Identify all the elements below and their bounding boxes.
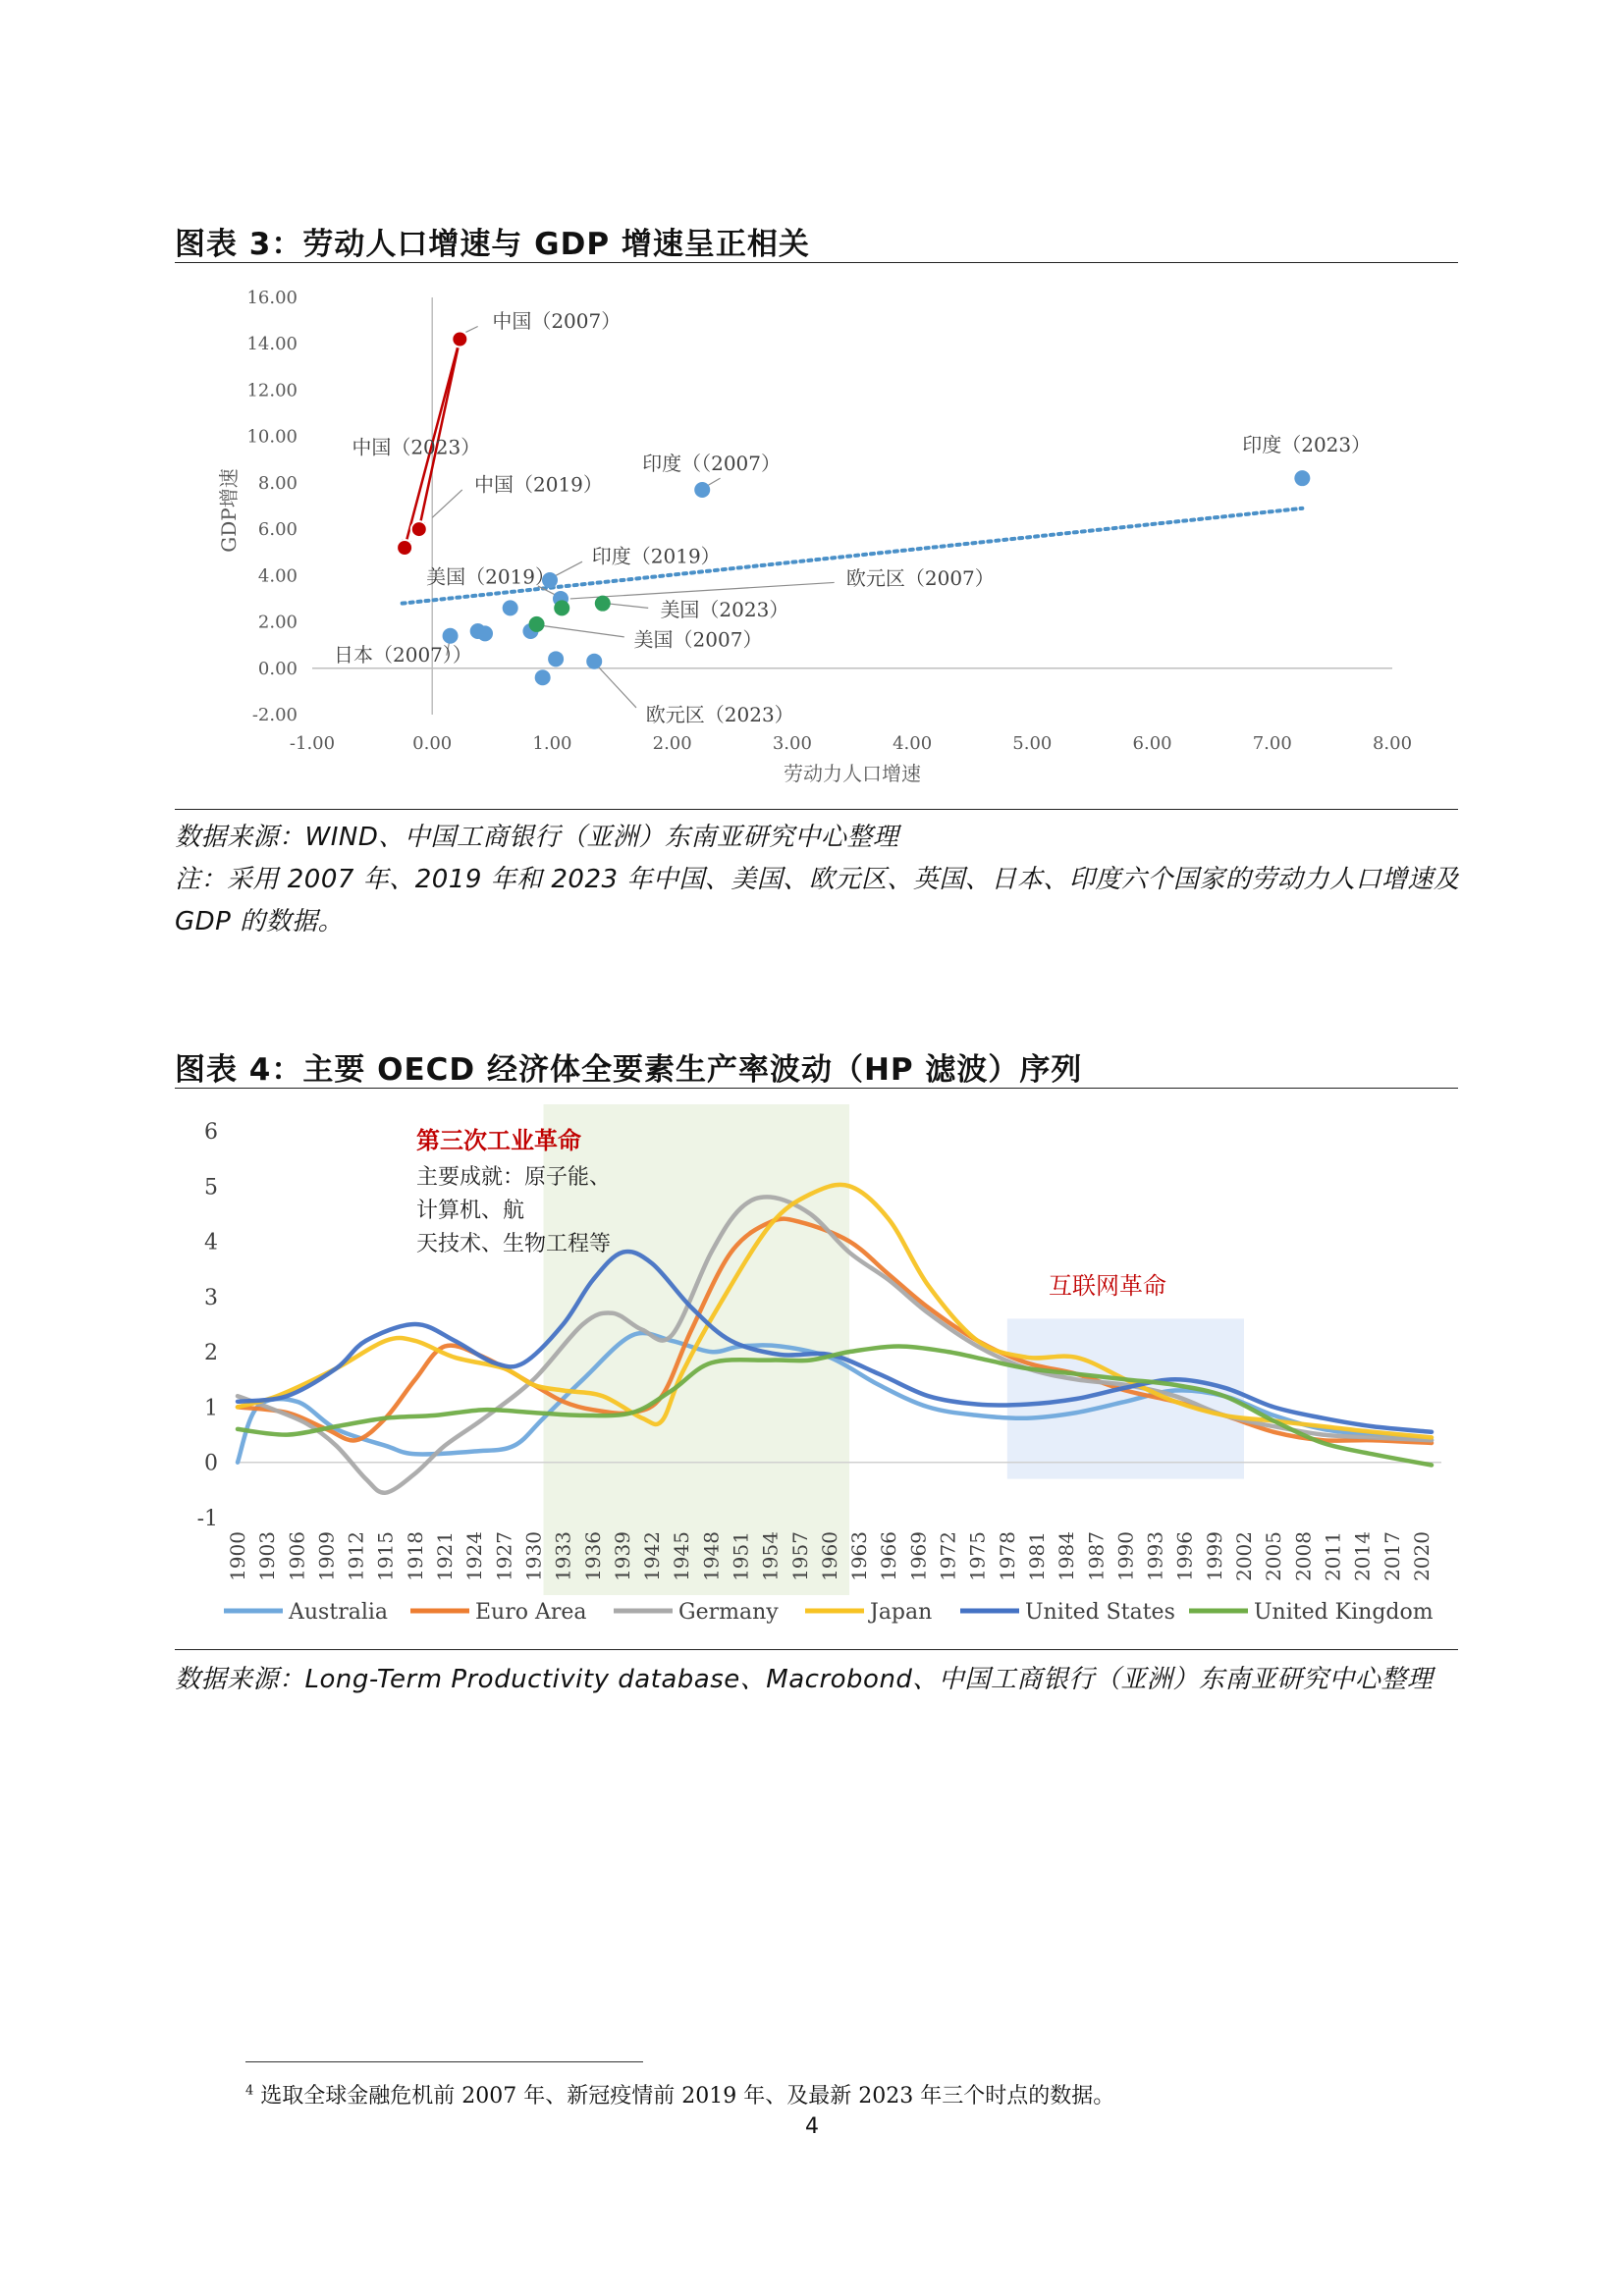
point-label: 日本（2007））: [334, 642, 472, 667]
x-tick-label: 2008: [1291, 1531, 1316, 1581]
point-label: 中国（2007）: [492, 308, 622, 333]
scatter-chart: [0, 275, 1624, 825]
x-tick-label: 1972: [936, 1531, 960, 1581]
legend-label: Euro Area: [475, 1600, 587, 1625]
data-point: [529, 616, 545, 632]
x-tick-label: 1936: [580, 1531, 605, 1581]
y-tick-label: 12.00: [246, 380, 298, 401]
x-tick-label: 5.00: [1012, 733, 1053, 754]
page-number: 4: [805, 2114, 819, 2139]
y-tick-label: 6.00: [257, 519, 298, 541]
figure3-note: 注：采用 2007 年、2019 年和 2023 年中国、美国、欧元区、英国、日本、印度六个国家的劳动力人口增速及: [175, 865, 1460, 894]
y-tick-label: 14.00: [246, 334, 298, 355]
data-point: [554, 600, 569, 615]
internet-revolution-title: 互联网革命: [1049, 1272, 1166, 1300]
x-tick-label: 1930: [521, 1531, 546, 1581]
point-label: 中国（2023）: [352, 435, 481, 459]
figure3-bottom-rule: [175, 809, 1458, 810]
data-point: [397, 540, 412, 556]
x-tick-label: 1990: [1113, 1531, 1138, 1581]
point-label: 印度（（2007）: [642, 452, 782, 475]
x-tick-label: 1945: [670, 1531, 694, 1581]
x-tick-label: 1978: [995, 1531, 1019, 1581]
y-tick-label: 8.00: [257, 472, 298, 494]
x-tick-label: 1927: [492, 1531, 516, 1581]
legend-label: United States: [1025, 1600, 1175, 1625]
y-tick-label: 0.00: [257, 658, 298, 679]
label-leader-line: [708, 478, 720, 485]
x-tick-label: 3.00: [772, 733, 812, 754]
point-label: 美国（2007）: [633, 627, 763, 652]
x-tick-label: 1957: [787, 1531, 812, 1581]
x-tick-label: 1987: [1084, 1531, 1109, 1581]
third-industrial-revolution-text: 天技术、生物工程等: [416, 1232, 612, 1256]
x-tick-label: 1969: [906, 1531, 931, 1581]
legend-label: United Kingdom: [1254, 1600, 1434, 1625]
y-tick-label: 2.00: [257, 612, 298, 633]
label-leader-line: [465, 327, 477, 333]
data-point: [503, 600, 518, 615]
x-tick-label: 2017: [1380, 1531, 1404, 1581]
figure3-note-cont: GDP 的数据。: [175, 907, 345, 936]
footnote-marker: 4: [245, 2083, 254, 2099]
y-tick-label: 6: [204, 1120, 218, 1145]
figure4-top-rule: [175, 1088, 1458, 1089]
x-tick-label: 2020: [1409, 1531, 1434, 1581]
x-tick-label: 1900: [226, 1531, 249, 1581]
x-tick-label: 1975: [965, 1531, 990, 1581]
y-tick-label: -1: [196, 1507, 218, 1531]
y-tick-label: 16.00: [246, 288, 298, 308]
x-tick-label: 8.00: [1372, 733, 1413, 754]
x-tick-label: 1918: [403, 1531, 427, 1581]
y-axis-label: GDP增速: [217, 468, 241, 553]
data-point: [595, 596, 611, 612]
data-point: [477, 625, 493, 641]
x-tick-label: 1912: [344, 1531, 368, 1581]
x-tick-label: 1933: [551, 1531, 575, 1581]
data-point: [694, 482, 710, 498]
footnote-text: 选取全球金融危机前 2007 年、新冠疫情前 2019 年、及最新 2023 年三个时点的数据。: [260, 2084, 1115, 2109]
legend-label: Japan: [870, 1600, 933, 1625]
x-tick-label: -1.00: [289, 733, 336, 754]
label-leader-line: [540, 625, 624, 637]
x-tick-label: 1939: [610, 1531, 634, 1581]
y-tick-label: 4.00: [257, 565, 298, 587]
legend-label: Australia: [289, 1600, 389, 1625]
x-tick-label: 1906: [285, 1531, 309, 1581]
figure3-title: 图表 3：劳动人口增速与 GDP 增速呈正相关: [175, 227, 810, 262]
label-leader-line: [556, 561, 582, 575]
third-industrial-revolution-title: 第三次工业革命: [416, 1126, 581, 1154]
x-tick-label: 1966: [877, 1531, 901, 1581]
china-arrow: [419, 340, 460, 530]
x-tick-label: 2002: [1232, 1531, 1257, 1581]
y-tick-label: 0: [204, 1451, 218, 1476]
data-point: [586, 654, 602, 669]
y-tick-label: 4: [204, 1230, 218, 1255]
y-tick-label: -2.00: [251, 705, 298, 725]
internet-revolution-band: [1007, 1318, 1244, 1478]
x-tick-label: 2011: [1321, 1531, 1345, 1581]
point-label: 印度（2019）: [591, 544, 721, 568]
figure4-source: 数据来源：Long-Term Productivity database、Macrobond、中国工商银行（亚洲）东南亚研究中心整理: [175, 1665, 1434, 1694]
line-chart: [0, 1099, 1624, 1649]
legend-label: Germany: [678, 1600, 779, 1625]
x-tick-label: 2014: [1350, 1531, 1375, 1581]
data-point: [411, 521, 427, 537]
x-tick-label: 1960: [817, 1531, 841, 1581]
x-tick-label: 1921: [433, 1531, 458, 1581]
x-tick-label: 1924: [462, 1531, 487, 1581]
point-label: 欧元区（2007）: [845, 565, 995, 590]
figure3-source: 数据来源：WIND、中国工商银行（亚洲）东南亚研究中心整理: [175, 823, 899, 852]
figure4-bottom-rule: [175, 1649, 1458, 1650]
third-industrial-revolution-text: 主要成就：原子能、: [416, 1165, 612, 1190]
x-tick-label: 1.00: [532, 733, 572, 754]
data-point: [1294, 470, 1310, 486]
y-tick-label: 3: [204, 1285, 218, 1310]
x-tick-label: 1909: [314, 1531, 339, 1581]
label-leader-line: [606, 604, 648, 609]
data-point: [548, 651, 564, 667]
label-leader-line: [570, 582, 835, 599]
footnote: [245, 2079, 1114, 2109]
footnote-rule: [245, 2061, 643, 2062]
third-industrial-revolution-text: 计算机、航: [416, 1199, 525, 1223]
y-tick-label: 1: [204, 1396, 218, 1421]
figure3-top-rule: [175, 262, 1458, 263]
x-tick-label: 1999: [1202, 1531, 1226, 1581]
x-tick-label: 1948: [699, 1531, 724, 1581]
y-tick-label: 10.00: [246, 426, 298, 448]
label-leader-line: [594, 663, 636, 708]
x-tick-label: 1903: [255, 1531, 280, 1581]
y-tick-label: 5: [204, 1175, 218, 1201]
data-point: [535, 669, 551, 685]
x-tick-label: 1954: [758, 1531, 783, 1581]
x-tick-label: 1963: [847, 1531, 872, 1581]
label-leader-line: [432, 490, 462, 517]
point-label: 美国（2019）: [426, 564, 556, 589]
x-tick-label: 1984: [1055, 1531, 1079, 1581]
x-tick-label: 0.00: [412, 733, 453, 754]
data-point: [452, 332, 467, 347]
x-tick-label: 1915: [373, 1531, 398, 1581]
y-tick-label: 2: [204, 1341, 218, 1366]
x-tick-label: 6.00: [1132, 733, 1172, 754]
point-label: 中国（2019）: [474, 472, 603, 497]
x-axis-label: 劳动力人口增速: [784, 762, 921, 785]
x-tick-label: 1996: [1172, 1531, 1197, 1581]
figure4-title: 图表 4：主要 OECD 经济体全要素生产率波动（HP 滤波）序列: [175, 1052, 1083, 1088]
x-tick-label: 1942: [640, 1531, 665, 1581]
data-point: [443, 628, 459, 644]
x-tick-label: 1951: [729, 1531, 753, 1581]
x-tick-label: 1993: [1143, 1531, 1167, 1581]
point-label: 欧元区（2023）: [645, 703, 794, 727]
x-tick-label: 2005: [1262, 1531, 1286, 1581]
x-tick-label: 7.00: [1252, 733, 1292, 754]
x-tick-label: 2.00: [652, 733, 692, 754]
point-label: 印度（2023）: [1242, 433, 1372, 457]
point-label: 美国（2023）: [660, 597, 789, 621]
x-tick-label: 1981: [1024, 1531, 1049, 1581]
x-tick-label: 4.00: [893, 733, 933, 754]
